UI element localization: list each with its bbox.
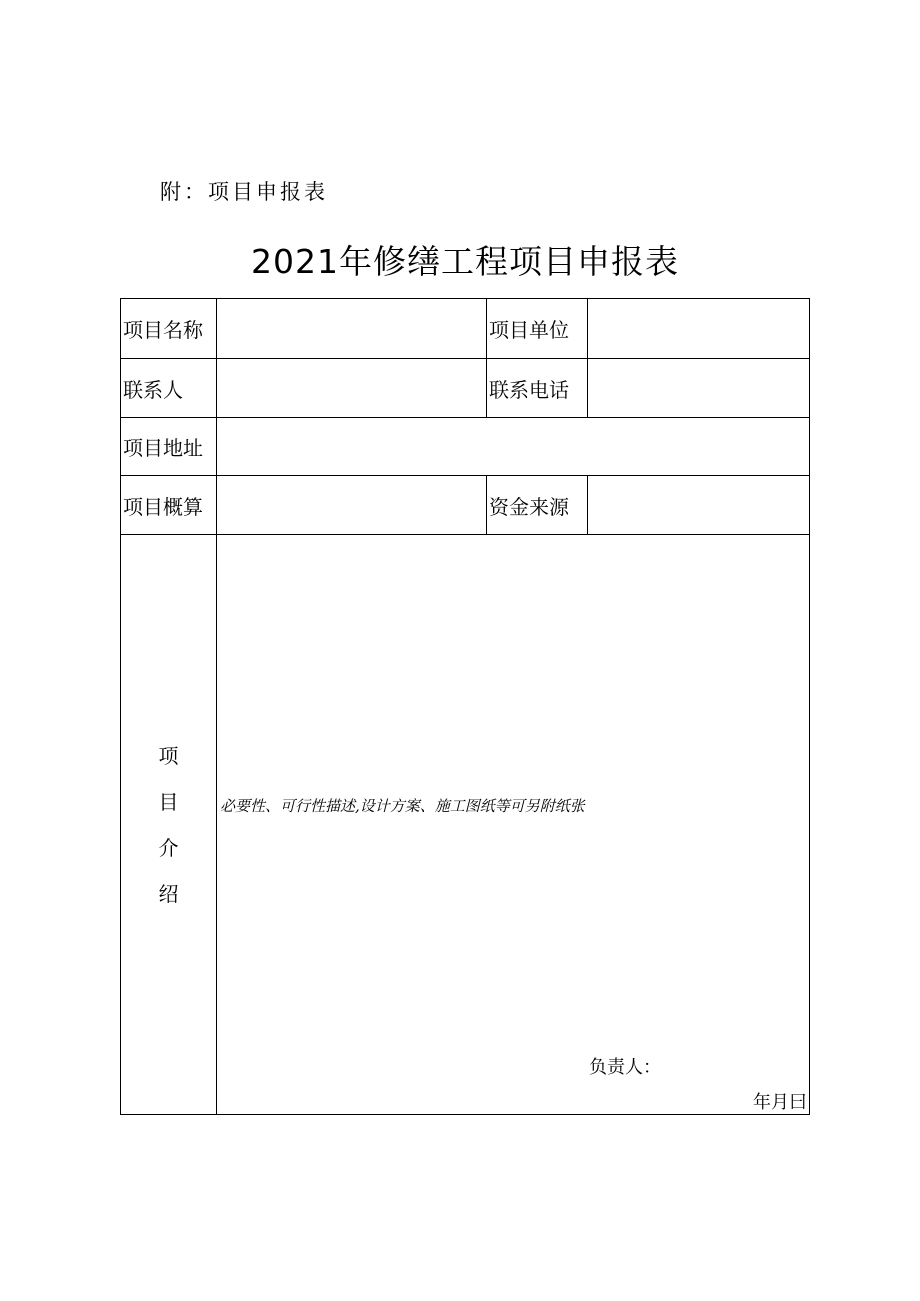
contact-label: 联系人	[121, 359, 217, 418]
address-label: 项目地址	[121, 418, 217, 476]
intro-label-char: 介	[158, 835, 179, 860]
intro-label-char: 绍	[158, 881, 179, 906]
row-project-name	[121, 299, 810, 359]
fund-source-label: 资金来源	[487, 476, 588, 535]
budget-field[interactable]	[217, 476, 487, 535]
application-form-table	[120, 298, 810, 1115]
phone-field[interactable]	[588, 359, 810, 418]
address-field[interactable]	[217, 418, 810, 476]
project-intro-field[interactable]	[217, 535, 810, 1115]
project-name-field[interactable]	[217, 299, 487, 359]
budget-label: 项目概算	[121, 476, 217, 535]
owner-label: 负责人：	[589, 1057, 661, 1078]
phone-label: 联系电话	[487, 359, 588, 418]
row-project-intro	[121, 535, 810, 1115]
document-title: 2021年修缮工程项目申报表	[251, 242, 679, 281]
date-label: 年月曰	[753, 1092, 807, 1113]
row-address	[121, 418, 810, 476]
attachment-note: 附：项目申报表	[160, 180, 328, 204]
row-budget	[121, 476, 810, 535]
fund-source-field[interactable]	[588, 476, 810, 535]
intro-label-char: 项	[158, 743, 179, 768]
intro-hint-text: 必要性、可行性描述,设计方案、施工图纸等可另附纸张	[220, 797, 585, 815]
intro-label-char: 目	[158, 789, 179, 814]
project-unit-field[interactable]	[588, 299, 810, 359]
row-contact	[121, 359, 810, 418]
project-name-label: 项目名称	[121, 299, 217, 359]
project-unit-label: 项目单位	[487, 299, 588, 359]
project-intro-label	[121, 535, 217, 1115]
contact-field[interactable]	[217, 359, 487, 418]
